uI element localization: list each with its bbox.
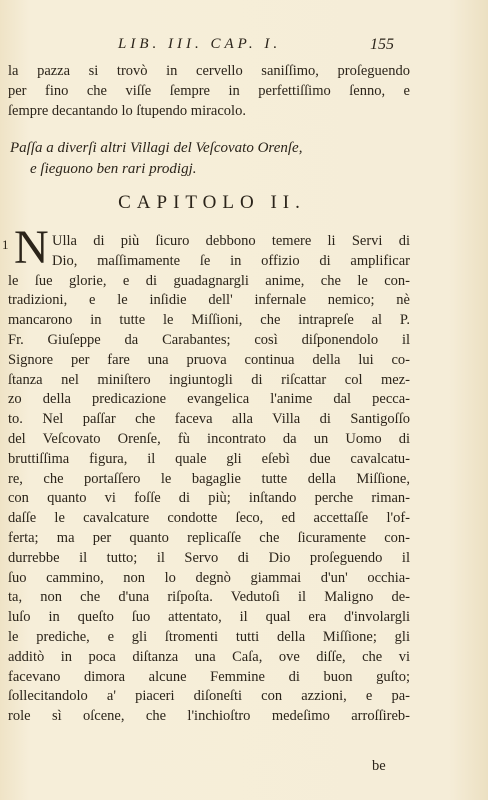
text-line: Dio, maſſimamente ſe in offizio di amplificar (52, 252, 410, 269)
text-line: ta, non che d'una riſpoſta. Vedutoſi il Maligno de- (8, 589, 410, 606)
chapter-summary (10, 138, 410, 180)
text-line: del Veſcovato Orenſe, fù incontrato da un Uomo di (8, 430, 410, 447)
page-number: 155 (370, 36, 394, 53)
top-paragraph (8, 62, 410, 121)
text-line: facevano dimora alcune Femmine di buon guſto; (8, 668, 410, 685)
text-line: luſo in queſto ſuo attentato, il qual era d'involargli (8, 609, 410, 626)
text-line: Ulla di più ſicuro debbono temere li Servi di (52, 233, 410, 249)
text-line: to. Nel paſſar che faceva alla Villa di Santigoſſo (8, 411, 410, 428)
summary-line: e ſieguono ben rari prodigj. (30, 161, 197, 177)
summary-line: Paſſa a diverſi altri Villagi del Veſcovato Orenſe, (10, 140, 303, 156)
paragraph-number: 1 (2, 237, 9, 252)
text-line: zo della predicazione evangelica l'anime dal pecca- (8, 391, 410, 408)
text-line: daſſe le cavalcature condotte ſeco, ed accettaſſe l'of- (8, 510, 410, 527)
text-line: bruttiſſima figura, il quale gli eſebì due cavalcatu- (8, 450, 410, 467)
text-line: ſempre decantando lo ſtupendo miracolo. (8, 102, 246, 119)
text-line: Signore per fare una pruova continua della lui co- (8, 351, 410, 368)
catchword: be (372, 758, 386, 774)
page-header (0, 36, 488, 58)
text-line: ferta; ma per quanto replicaſſe che ſicuramente con- (8, 529, 410, 546)
text-line: ſuo cammino, non lo degnò giammai d'un' occhia- (8, 569, 410, 586)
body-paragraph (8, 232, 410, 727)
text-line: le prediche, e gli ſtromenti tutti della Miſſione; gli (8, 628, 410, 645)
text-line: durrebbe il tutto; il Servo di Dio proſeguendo il (8, 549, 410, 566)
text-line: le ſue glorie, e di guadagnargli anime, che le con- (8, 272, 410, 289)
text-line: additò in poca diſtanza una Caſa, ove diſſe, che vi (8, 648, 410, 665)
text-line: tradizioni, e le inſidie dell' infernale nemico; nè (8, 292, 410, 309)
text-line: ſollecitandolo a' piaceri diſoneſti con azzioni, e pa- (8, 688, 410, 705)
text-line: ſtanza nel miniſtero ingiuntogli di riſcattar col mez- (8, 371, 410, 388)
text-line: la pazza si trovò in cervello saniſſimo, proſeguendo (8, 63, 410, 79)
text-line: role sì oſcene, che l'inchioſtro medeſimo arroſſireb- (8, 708, 410, 725)
text-line: Fr. Giuſeppe da Carabantes; così diſponendolo il (8, 331, 410, 348)
running-head: LIB. III. CAP. I. (118, 36, 282, 52)
text-line: re, che portaſſero le bagaglie tutte della Miſſione, (8, 470, 410, 487)
text-line: mancarono in tutte le Miſſioni, che intrapreſe al P. (8, 312, 410, 329)
text-line: per fino che viſſe ſempre in perfettiſſimo ſenno, e (8, 82, 410, 99)
drop-cap: N (14, 221, 49, 274)
text-line: con quanto vi foſſe di più; inſtando perche riman- (8, 490, 410, 507)
chapter-title: CAPITOLO II. (118, 192, 306, 213)
